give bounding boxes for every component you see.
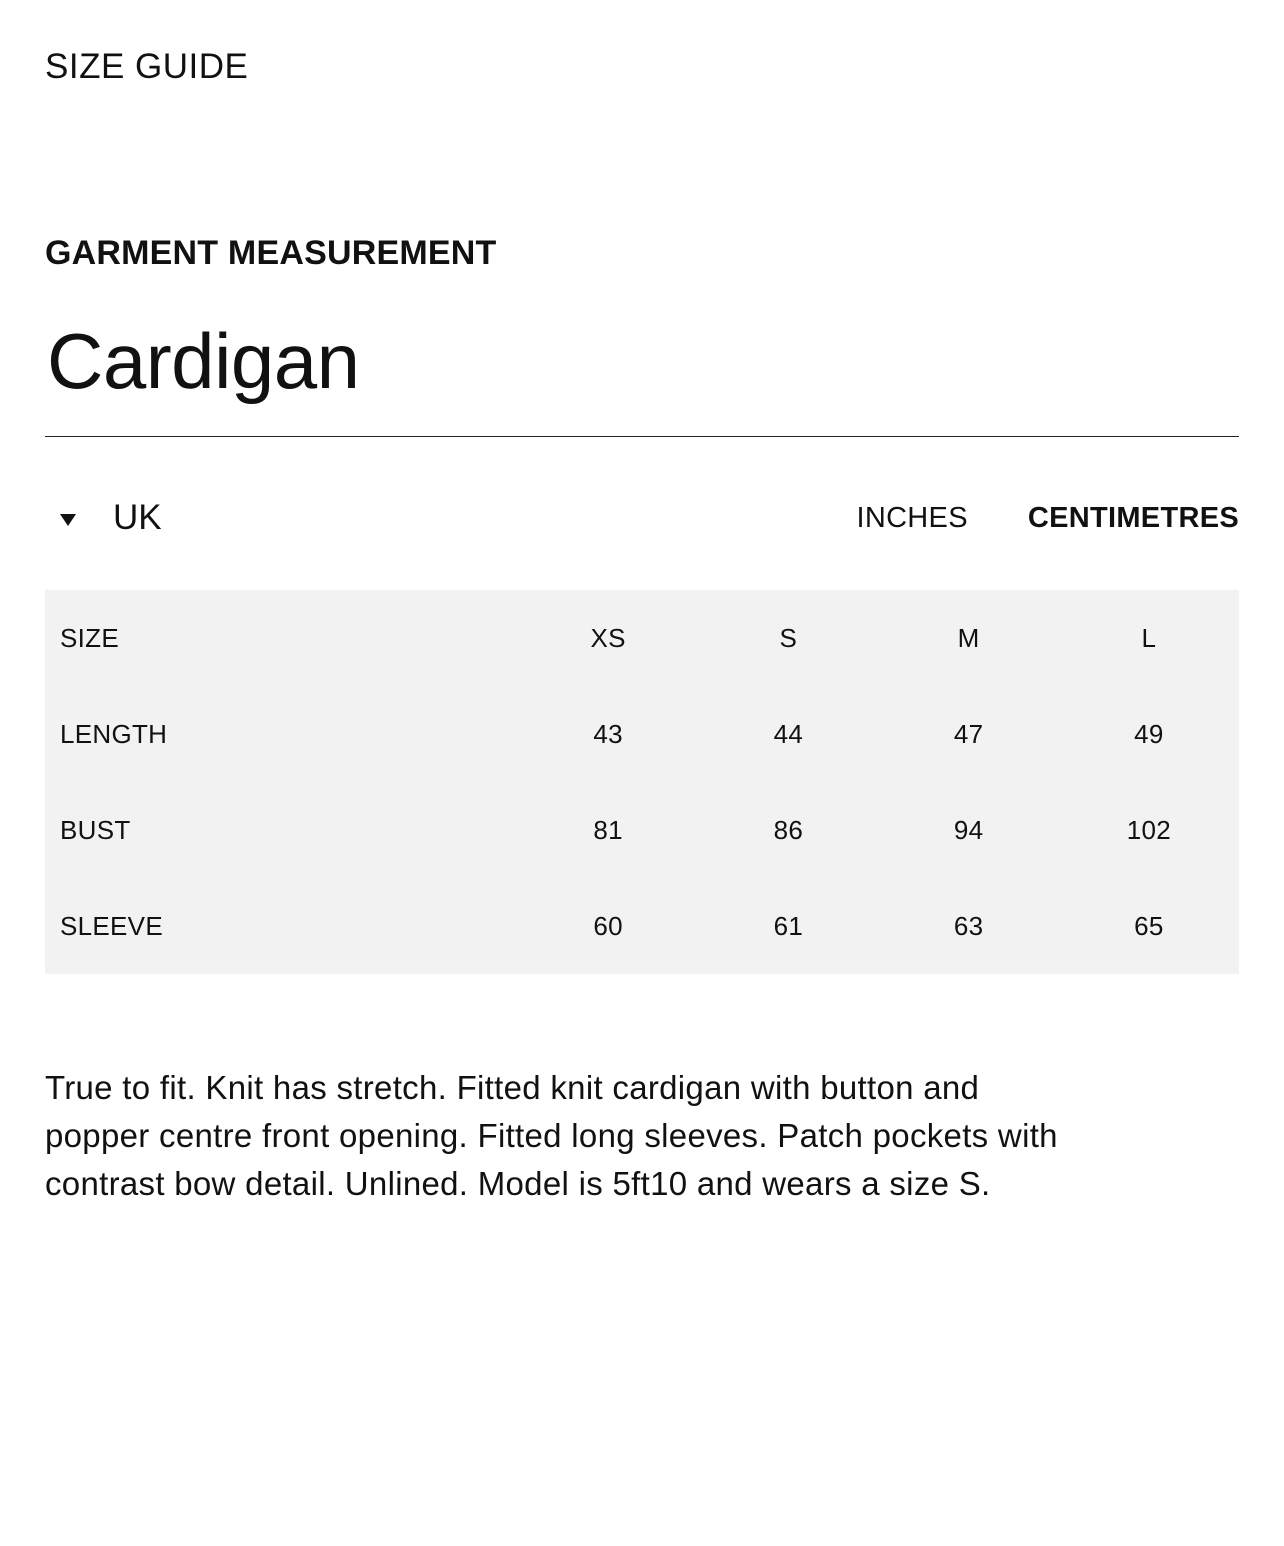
table-header-cell: M — [957, 622, 980, 653]
row-label: LENGTH — [60, 718, 168, 749]
caret-down-icon — [60, 514, 76, 526]
table-row — [45, 782, 1239, 878]
table-cell: 86 — [773, 814, 804, 845]
unit-inches-button[interactable]: INCHES — [856, 502, 968, 534]
table-cell: 60 — [593, 910, 623, 941]
table-row — [45, 878, 1239, 974]
product-description: True to fit. Knit has stretch. Fitted knit cardigan with button and popper centre front opening. Fitted long sleeves. Patch pockets with contrast bow detail. Unlined. Model is 5ft10 and wears a size S. — [45, 1069, 1058, 1202]
unit-centimetres-button[interactable]: CENTIMETRES — [1027, 502, 1239, 534]
measurement-table — [45, 590, 1239, 974]
table-cell: 44 — [773, 718, 804, 749]
size-controls — [45, 492, 1239, 544]
page-title: SIZE GUIDE — [45, 47, 249, 86]
unit-toggle — [856, 492, 1239, 544]
table-row — [45, 686, 1239, 782]
product-name: Cardigan — [47, 317, 360, 405]
table-header-cell: SIZE — [60, 622, 119, 653]
table-cell: 47 — [953, 718, 984, 749]
divider — [45, 436, 1239, 437]
table-header-row — [45, 590, 1239, 686]
table-header-cell: XS — [590, 622, 626, 653]
table-cell: 61 — [773, 910, 804, 941]
table-header-cell: S — [779, 622, 798, 653]
table-cell: 102 — [1126, 814, 1172, 845]
table-cell: 65 — [1134, 910, 1164, 941]
region-dropdown[interactable] — [45, 492, 162, 544]
table-cell: 43 — [593, 718, 623, 749]
table-cell: 63 — [953, 910, 984, 941]
row-label: SLEEVE — [60, 910, 163, 941]
row-label: BUST — [60, 814, 131, 845]
table-header-cell: L — [1141, 622, 1157, 653]
region-label: UK — [113, 498, 162, 537]
table-cell: 49 — [1134, 718, 1164, 749]
table-cell: 81 — [593, 814, 623, 845]
section-heading: GARMENT MEASUREMENT — [45, 234, 497, 272]
table-cell: 94 — [953, 814, 984, 845]
